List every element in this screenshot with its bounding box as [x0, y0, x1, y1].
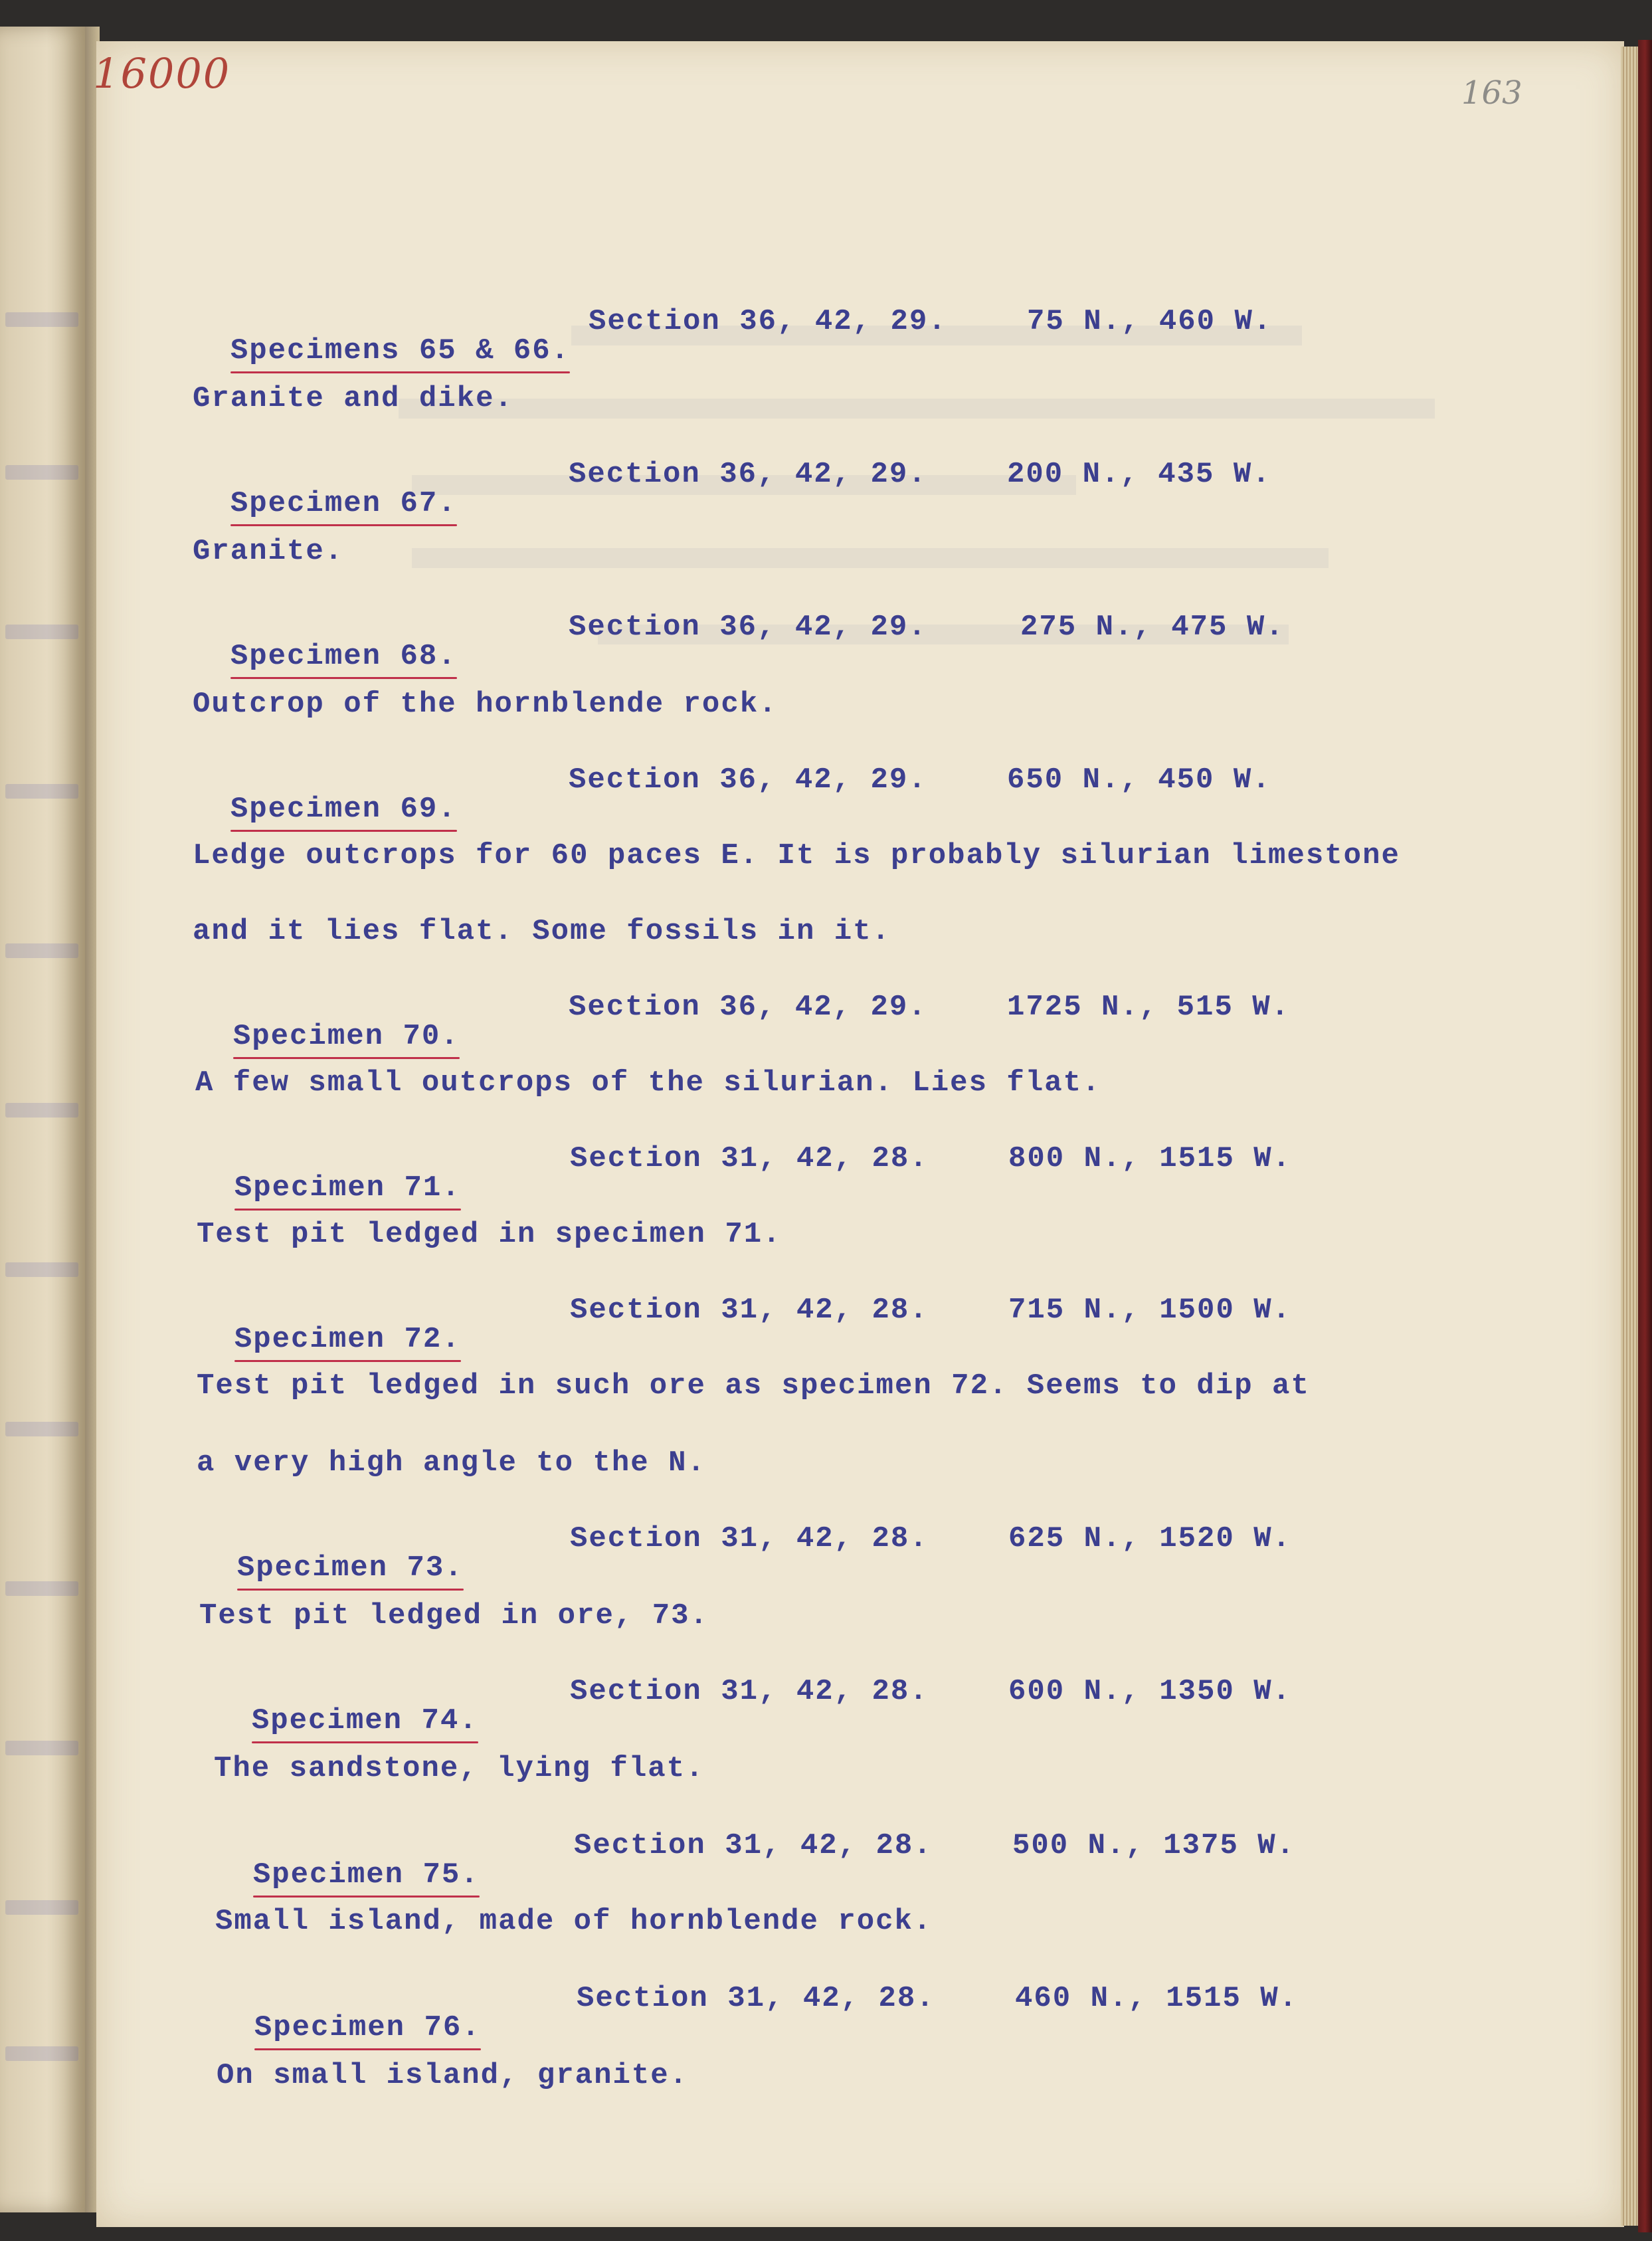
page-number: 163	[1461, 74, 1522, 112]
section-ref: Section 31, 42, 28.	[574, 1829, 933, 1862]
section-ref: Section 31, 42, 28.	[570, 1522, 929, 1555]
show-through-mark	[5, 1262, 78, 1277]
coordinates: 600 N., 1350 W.	[1008, 1675, 1292, 1708]
specimen-label: Specimen 68.	[230, 642, 457, 671]
specimen-underline	[234, 1360, 461, 1362]
show-through-mark	[5, 312, 78, 327]
specimen-note: Granite and dike.	[193, 382, 513, 415]
section-ref: Section 31, 42, 28.	[577, 1982, 935, 2015]
specimen-label: Specimen 71.	[234, 1173, 461, 1203]
file-number: 16000	[93, 49, 231, 98]
section-ref: Section 36, 42, 29.	[569, 458, 927, 491]
show-through-mark	[5, 1741, 78, 1755]
specimen-note: A few small outcrops of the silurian. Lies flat.	[195, 1066, 1101, 1100]
specimen-label: Specimen 67.	[230, 489, 457, 518]
specimen-note: On small island, granite.	[217, 2059, 689, 2092]
coordinates: 500 N., 1375 W.	[1012, 1829, 1296, 1862]
specimen-label: Specimen 70.	[233, 1022, 460, 1051]
coordinates: 1725 N., 515 W.	[1007, 991, 1291, 1024]
specimen-label: Specimen 74.	[252, 1706, 478, 1735]
specimen-underline	[253, 1896, 480, 1898]
coordinates: 625 N., 1520 W.	[1008, 1522, 1292, 1555]
specimen-note: Test pit ledged in such ore as specimen 72. Seems to dip at	[197, 1369, 1310, 1403]
show-through-mark	[5, 625, 78, 639]
section-ref: Section 36, 42, 29.	[569, 991, 927, 1024]
specimen-underline	[230, 830, 457, 832]
show-through-mark	[5, 784, 78, 799]
specimen-note: The sandstone, lying flat.	[214, 1752, 705, 1785]
specimen-note: and it lies flat. Some fossils in it.	[193, 915, 891, 948]
section-ref: Section 31, 42, 28.	[570, 1142, 929, 1175]
show-through-mark	[5, 2046, 78, 2061]
coordinates: 460 N., 1515 W.	[1015, 1982, 1299, 2015]
show-through-mark	[5, 943, 78, 958]
specimen-underline	[230, 371, 570, 373]
specimen-label: Specimen 69.	[230, 795, 457, 824]
specimen-underline	[252, 1741, 478, 1743]
specimen-note: Small island, made of hornblende rock.	[215, 1905, 933, 1938]
specimen-underline	[237, 1589, 464, 1591]
section-ref: Section 31, 42, 28.	[570, 1294, 929, 1327]
specimen-underline	[230, 677, 457, 679]
specimen-label: Specimen 73.	[237, 1553, 464, 1583]
coordinates: 650 N., 450 W.	[1007, 763, 1271, 797]
coordinates: 200 N., 435 W.	[1007, 458, 1271, 491]
specimen-underline	[230, 524, 457, 526]
section-ref: Section 36, 42, 29.	[589, 305, 947, 338]
coordinates: 800 N., 1515 W.	[1008, 1142, 1292, 1175]
coordinates: 275 N., 475 W.	[1020, 611, 1285, 644]
specimen-note: a very high angle to the N.	[197, 1446, 706, 1480]
book-binding	[1638, 40, 1652, 2232]
specimen-underline	[254, 2048, 481, 2050]
show-through-mark	[5, 1581, 78, 1596]
section-ref: Section 36, 42, 29.	[569, 611, 927, 644]
specimen-note: Outcrop of the hornblende rock.	[193, 688, 778, 721]
specimen-underline	[233, 1057, 460, 1059]
show-through-mark	[5, 1422, 78, 1436]
show-through-mark	[5, 1900, 78, 1915]
specimen-label: Specimen 72.	[234, 1325, 461, 1354]
specimen-label: Specimens 65 & 66.	[230, 336, 570, 365]
section-ref: Section 31, 42, 28.	[570, 1675, 929, 1708]
specimen-note: Granite.	[193, 535, 344, 568]
specimen-note: Ledge outcrops for 60 paces E. It is probably silurian limestone	[193, 839, 1400, 872]
specimen-note: Test pit ledged in specimen 71.	[197, 1218, 782, 1251]
specimen-label: Specimen 76.	[254, 2013, 481, 2042]
coordinates: 75 N., 460 W.	[1027, 305, 1273, 338]
coordinates: 715 N., 1500 W.	[1008, 1294, 1292, 1327]
specimen-underline	[234, 1209, 461, 1211]
show-through-mark	[5, 1103, 78, 1118]
specimen-note: Test pit ledged in ore, 73.	[199, 1599, 709, 1632]
section-ref: Section 36, 42, 29.	[569, 763, 927, 797]
specimen-entry	[193, 460, 1455, 577]
page-edges	[1621, 47, 1639, 2226]
left-page-edge	[0, 27, 85, 2212]
show-through-mark	[5, 465, 78, 480]
specimen-label: Specimen 75.	[253, 1860, 480, 1890]
